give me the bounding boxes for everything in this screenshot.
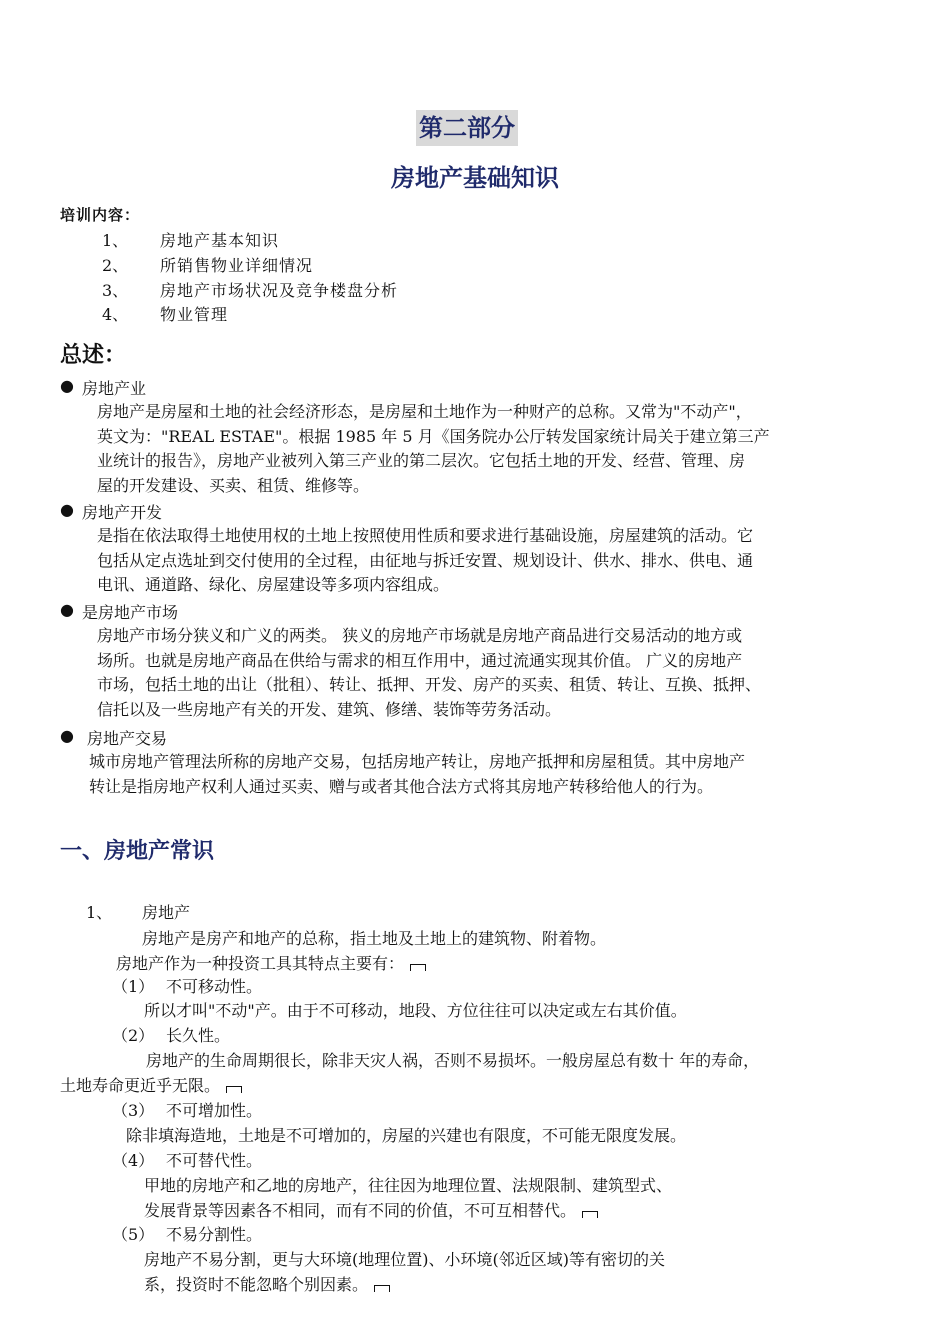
toc-number: 2、	[102, 256, 129, 275]
feature-line: 房地产的生命周期很长，除非天灾人祸，否则不易损坏。一般房屋总有数十 年的寿命，	[146, 1051, 760, 1070]
bullet-icon: ●	[60, 600, 74, 619]
feature-line: 系，投资时不能忽略个别因素。	[144, 1275, 369, 1294]
toc-item: 房地产市场状况及竞争楼盘分析	[160, 281, 399, 300]
overview-heading: 总述：	[60, 342, 127, 368]
part-title: 第二部分	[416, 110, 518, 146]
feature-line: 房地产不易分割，更与大环境(地理位置)、小环境(邻近区域)等有密切的关	[144, 1250, 665, 1269]
paragraph-line: 转让是指房地产权利人通过买卖、赠与或者其他合法方式将其房地产转移给他人的行为。	[89, 776, 714, 796]
features-intro	[116, 951, 426, 974]
item-number: 1、	[86, 903, 113, 922]
overview-section-title: 房地产开发	[82, 503, 163, 522]
feature-line: 土地寿命更近乎无限。	[60, 1076, 221, 1095]
paragraph-line: 市场，包括土地的出让（批租）、转让、抵押、开发、房产的买卖、租赁、转让、互换、抵押、	[97, 675, 762, 694]
features-intro-text: 房地产作为一种投资工具其特点主要有：	[116, 954, 405, 973]
paragraph-line: 信托以及一些房地产有关的开发、建筑、修缮、装饰等劳务活动。	[97, 699, 562, 719]
overview-section-body	[97, 624, 761, 722]
paragraph-line: 英文为："REAL ESTAE"。根据 1985 年 5 月《国务院办公厅转发国家统计局关于建立第三产	[97, 426, 770, 446]
bullet-icon: ●	[60, 726, 74, 745]
feature-number: （5）	[112, 1225, 155, 1244]
feature-line: 甲地的房地产和乙地的房地产，往往因为地理位置、法规限制、建筑型式、	[144, 1176, 673, 1195]
toc-number: 3、	[102, 281, 129, 300]
feature-line-wrap	[60, 1073, 242, 1096]
feature-title: 长久性。	[166, 1026, 231, 1045]
feature-number: （4）	[112, 1151, 155, 1170]
feature-line: 发展背景等因素各不相同，而有不同的价值，不可互相替代。	[144, 1201, 577, 1220]
feature-title: 不易分割性。	[166, 1225, 263, 1244]
paragraph-line: 房地产市场分狭义和广义的两类。 狭义的房地产市场就是房地产商品进行交易活动的地方或	[97, 626, 743, 645]
paragraph-line: 房地产是房屋和土地的社会经济形态，是房屋和土地作为一种财产的总称。又常为"不动产"，	[97, 402, 752, 421]
toc-item: 所销售物业详细情况	[160, 256, 314, 275]
feature-title: 不可替代性。	[166, 1151, 263, 1170]
feature-title: 不可移动性。	[166, 977, 263, 996]
paragraph-line: 屋的开发建设、买卖、租赁、维修等。	[97, 475, 370, 495]
paragraph-mark-icon	[374, 1285, 390, 1292]
paragraph-line: 包括从定点选址到交付使用的全过程，由征地与拆迁安置、规划设计、供水、排水、供电、通	[97, 550, 754, 570]
paragraph-line: 城市房地产管理法所称的房地产交易，包括房地产转让，房地产抵押和房屋租赁。其中房地产	[89, 752, 746, 771]
toc-item: 房地产基本知识	[160, 231, 280, 250]
overview-section-title: 房地产交易	[87, 729, 168, 748]
feature-line-wrap	[144, 1272, 390, 1295]
paragraph-mark-icon	[582, 1211, 598, 1218]
toc-number: 1、	[102, 231, 129, 250]
paragraph-line: 业统计的报告》，房地产业被列入第三产业的第二层次。它包括土地的开发、经营、管理、房	[97, 451, 746, 470]
definition-text: 房地产是房产和地产的总称，指土地及土地上的建筑物、附着物。	[142, 929, 607, 948]
subject-title: 房地产基础知识	[391, 163, 559, 192]
toc-number: 4、	[102, 305, 129, 324]
overview-section-title: 是房地产市场	[82, 603, 179, 622]
paragraph-line: 场所。也就是房地产商品在供给与需求的相互作用中，通过流通实现其价值。 广义的房地产	[97, 650, 743, 670]
paragraph-line: 电讯、通道路、绿化、房屋建设等多项内容组成。	[97, 575, 450, 594]
feature-number: （3）	[112, 1101, 155, 1120]
overview-section-body	[97, 400, 770, 498]
feature-line-wrap	[144, 1198, 598, 1221]
paragraph-mark-icon	[410, 964, 426, 971]
feature-number: （1）	[112, 977, 155, 996]
bullet-icon: ●	[60, 500, 74, 519]
paragraph-mark-icon	[226, 1086, 242, 1093]
overview-section-title: 房地产业	[82, 379, 147, 398]
item-title: 房地产	[142, 903, 191, 922]
feature-line: 所以才叫"不动"产。由于不可移动，地段、方位往往可以决定或左右其价值。	[144, 1001, 687, 1020]
feature-line: 除非填海造地，土地是不可增加的，房屋的兴建也有限度，不可能无限度发展。	[126, 1126, 687, 1145]
overview-section-body	[89, 750, 745, 799]
training-heading: 培训内容：	[60, 206, 141, 224]
feature-title: 不可增加性。	[166, 1101, 263, 1120]
bullet-icon: ●	[60, 376, 74, 395]
feature-number: （2）	[112, 1026, 155, 1045]
paragraph-line: 是指在依法取得土地使用权的土地上按照使用性质和要求进行基础设施，房屋建筑的活动。它	[97, 526, 754, 545]
section-heading: 一、房地产常识	[60, 838, 215, 864]
toc-item: 物业管理	[160, 305, 229, 324]
overview-section-body	[97, 524, 753, 598]
